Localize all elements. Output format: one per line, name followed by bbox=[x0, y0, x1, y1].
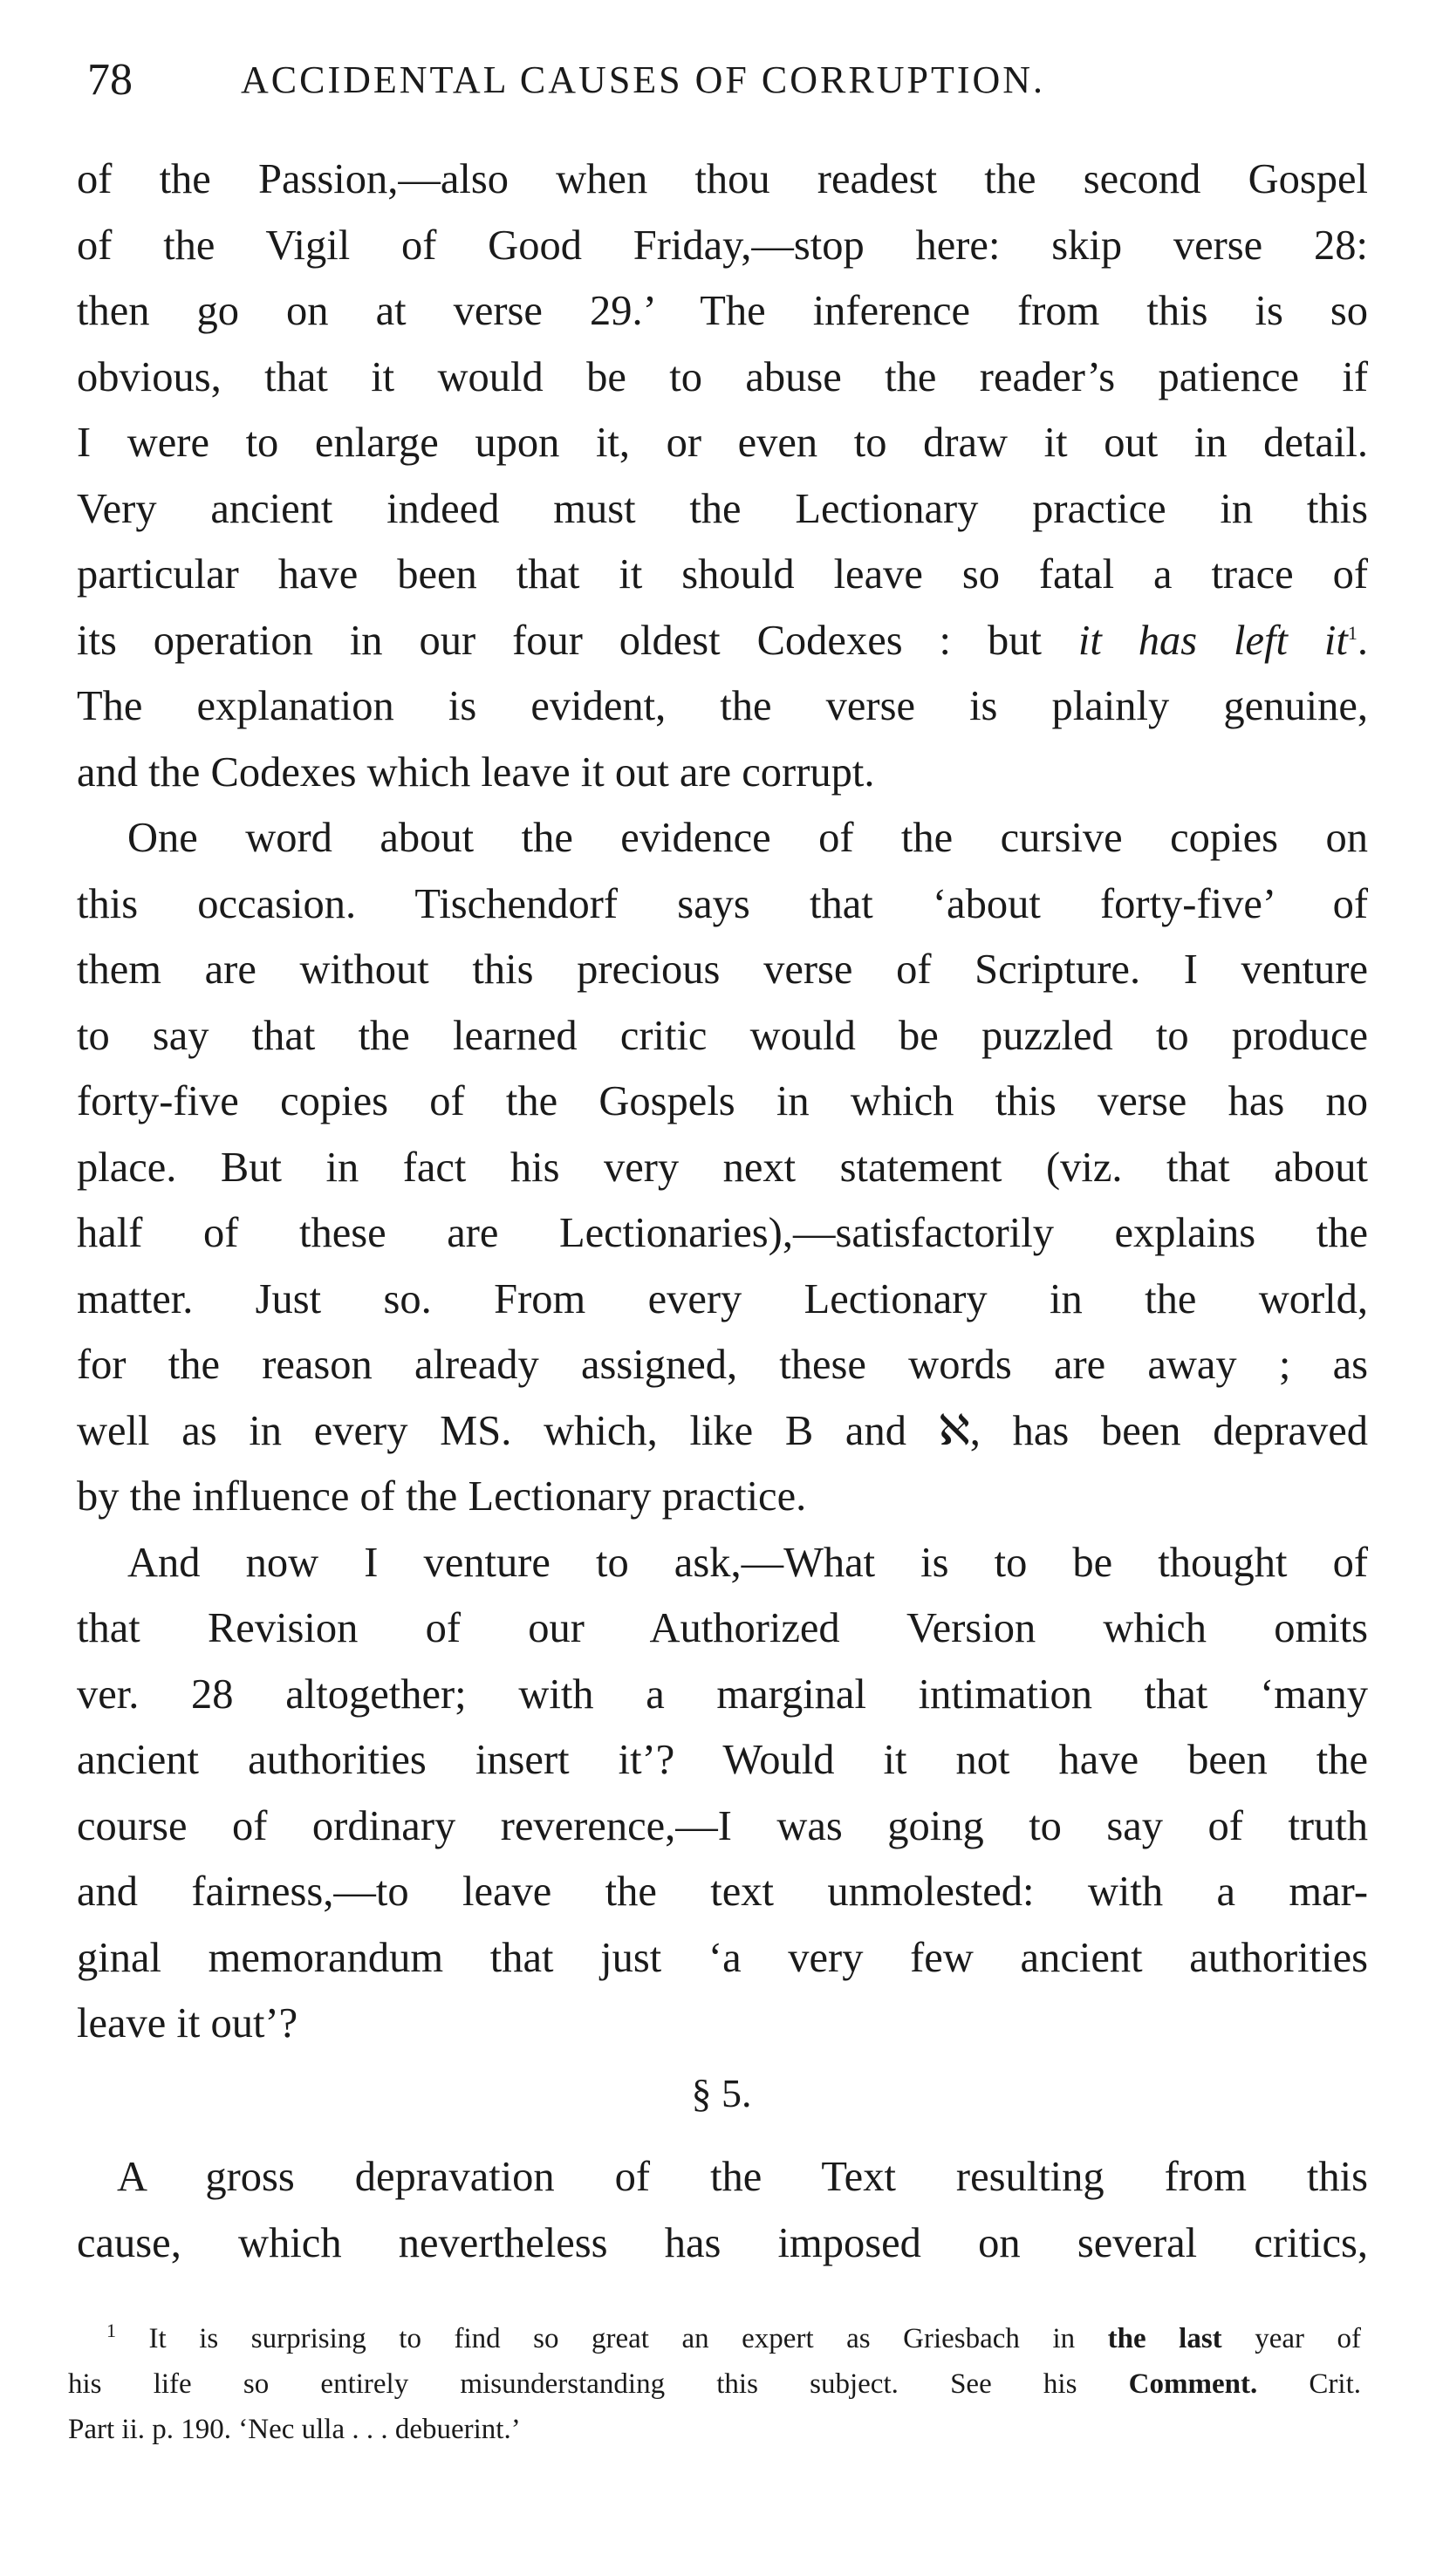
text-line: matter. Just so. From every Lectionary in the world, bbox=[77, 1275, 1368, 1322]
text-line: ancient authorities insert it’? Would it not have been the bbox=[77, 1737, 1368, 1783]
text-run: its operation in our four oldest Codexes : but bbox=[77, 617, 1078, 664]
footnote-reference: 1 bbox=[1347, 621, 1358, 644]
text-line: well as in every MS. which, like B and ℵ, has been depraved bbox=[77, 1407, 1368, 1454]
bold-text: the last bbox=[1107, 2323, 1222, 2354]
text-run: Crit. bbox=[1257, 2368, 1361, 2400]
page-number: 78 bbox=[87, 55, 133, 105]
text-line: One word about the evidence of the cursive copies on bbox=[127, 815, 1368, 861]
paragraph-3 bbox=[77, 1530, 1368, 2057]
text-run: . bbox=[1357, 617, 1368, 664]
text-line: place. But in fact his very next statement (viz. that about bbox=[77, 1144, 1368, 1191]
text-line: then go on at verse 29.’ The inference from this is so bbox=[77, 288, 1368, 334]
section-paragraph bbox=[77, 2144, 1368, 2276]
footnote-line bbox=[68, 2361, 1361, 2407]
text-run: his life so entirely misunderstanding this subject. See his bbox=[68, 2368, 1129, 2400]
text-line: of the Passion,—also when thou readest the second Gospel bbox=[77, 156, 1368, 202]
bold-text: Comment. bbox=[1128, 2368, 1258, 2400]
footnote bbox=[68, 2316, 1361, 2452]
paragraph-1 bbox=[77, 147, 1368, 805]
text-line: A gross depravation of the Text resulting from this bbox=[117, 2154, 1368, 2200]
footnote-mark: 1 bbox=[106, 2320, 116, 2341]
text-line: And now I venture to ask,—What is to be thought of bbox=[127, 1539, 1368, 1586]
page-header bbox=[87, 45, 1370, 115]
text-line: Very ancient indeed must the Lectionary practice in this bbox=[77, 485, 1368, 532]
text-line: and fairness,—to leave the text unmolested: with a mar- bbox=[77, 1869, 1368, 1915]
running-head: ACCIDENTAL CAUSES OF CORRUPTION. bbox=[241, 58, 1046, 101]
text-line: of the Vigil of Good Friday,—stop here: skip verse 28: bbox=[77, 222, 1368, 269]
text-line: cause, which nevertheless has imposed on several critics, bbox=[77, 2219, 1368, 2266]
text-line: leave it out’? bbox=[77, 2000, 298, 2046]
text-line: forty-five copies of the Gospels in which this verse has no bbox=[77, 1078, 1368, 1124]
text-line: obvious, that it would be to abuse the reader’s patience if bbox=[77, 353, 1368, 400]
footnote-line: Part ii. p. 190. ‘Nec ulla . . . debuerint.’ bbox=[68, 2414, 521, 2445]
text-line: ver. 28 altogether; with a marginal intimation that ‘many bbox=[77, 1671, 1368, 1718]
section-heading: § 5. bbox=[691, 2071, 752, 2115]
text-run: year of bbox=[1221, 2323, 1361, 2354]
text-line: particular have been that it should leave so fatal a trace of bbox=[77, 551, 1368, 598]
text-line: half of these are Lectionaries),—satisfactorily explains the bbox=[77, 1210, 1368, 1256]
footnote-line bbox=[68, 2316, 1361, 2361]
body-text bbox=[77, 147, 1368, 2057]
text-line: I were to enlarge upon it, or even to draw it out in detail. bbox=[77, 420, 1368, 466]
text-line: ginal memorandum that just ‘a very few ancient authorities bbox=[77, 1934, 1368, 1981]
text-line: and the Codexes which leave it out are corrupt. bbox=[77, 748, 875, 796]
text-line: The explanation is evident, the verse is plainly genuine, bbox=[77, 683, 1368, 729]
text-line: this occasion. Tischendorf says that ‘about forty-five’ of bbox=[77, 880, 1368, 927]
text-line: course of ordinary reverence,—I was going to say of truth bbox=[77, 1802, 1368, 1849]
text-run: It is surprising to find so great an expert as Griesbach in bbox=[148, 2323, 1108, 2354]
text-line: for the reason already assigned, these words are away ; as bbox=[77, 1342, 1368, 1388]
text-line: to say that the learned critic would be puzzled to produce bbox=[77, 1012, 1368, 1059]
text-line: by the influence of the Lectionary practice. bbox=[77, 1473, 807, 1520]
italic-emphasis: it has left it bbox=[1077, 617, 1348, 664]
text-line bbox=[77, 608, 1368, 674]
paragraph-2 bbox=[77, 805, 1368, 1530]
text-line: that Revision of our Authorized Version which omits bbox=[77, 1605, 1368, 1651]
text-line: them are without this precious verse of Scripture. I venture bbox=[77, 946, 1368, 993]
